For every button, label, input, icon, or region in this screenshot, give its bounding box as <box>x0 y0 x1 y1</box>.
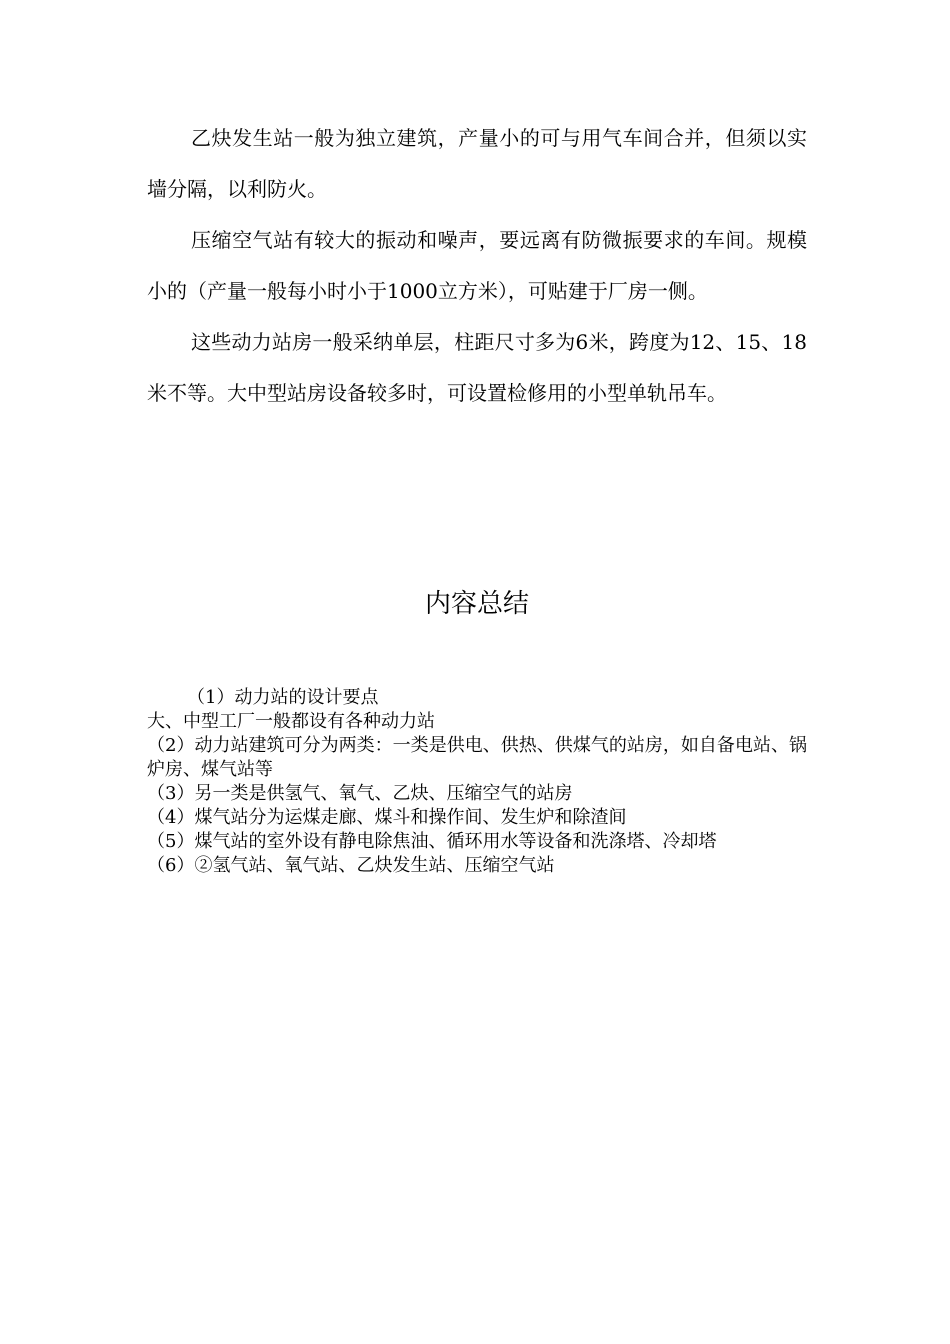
paragraph-station-structure: 这些动力站房一般采纳单层，柱距尺寸多为6米，跨度为12、15、18米不等。大中型站房设备较多时，可设置检修用的小型单轨吊车。 <box>147 330 807 405</box>
paragraph-acetylene-station: 乙炔发生站一般为独立建筑，产量小的可与用气车间合并，但须以实墙分隔，以利防火。 <box>147 126 807 201</box>
summary-list <box>147 686 807 878</box>
body-text <box>147 113 807 419</box>
summary-line: （6）②氢气站、氧气站、乙炔发生站、压缩空气站 <box>147 855 555 876</box>
summary-line: （4）煤气站分为运煤走廊、煤斗和操作间、发生炉和除渣间 <box>147 807 627 828</box>
paragraph-compressed-air-station: 压缩空气站有较大的振动和噪声，要远离有防微振要求的车间。规模小的（产量一般每小时小于1000立方米），可贴建于厂房一侧。 <box>147 228 807 303</box>
summary-line: （2）动力站建筑可分为两类：一类是供电、供热、供煤气的站房，如自备电站、锅炉房、煤气站等 <box>147 735 807 780</box>
summary-title: 内容总结 <box>424 589 529 619</box>
summary-line: 大、中型工厂一般都设有各种动力站 <box>147 711 435 732</box>
summary-line: （3）另一类是供氢气、氧气、乙炔、压缩空气的站房 <box>147 783 573 804</box>
summary-line: （5）煤气站的室外设有静电除焦油、循环用水等设备和洗涤塔、冷却塔 <box>147 831 717 852</box>
summary-line: （1）动力站的设计要点 <box>187 687 379 708</box>
